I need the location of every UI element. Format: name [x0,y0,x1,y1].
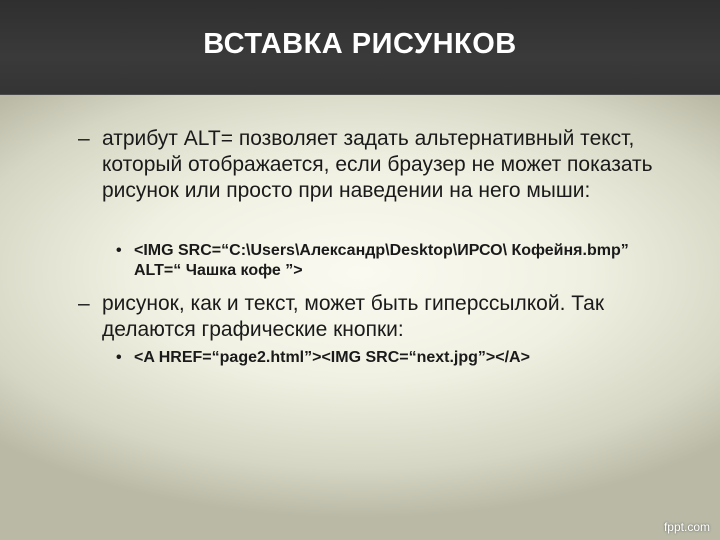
dash-marker: – [78,127,90,150]
sub-bullet-img-code [116,241,676,281]
title-bar [0,0,720,95]
dot-marker: • [116,242,122,259]
watermark-text: fppt.com [663,520,710,534]
sub-bullet-link-code [116,348,676,368]
dash-marker: – [78,292,90,315]
bullet-image-link [78,291,688,343]
slide-title: ВСТАВКА РИСУНКОВ [203,28,517,60]
code-example-text: <A HREF=“page2.html”><IMG SRC=“next.jpg”></A> [134,349,530,366]
bullet-text: атрибут ALT= позволяет задать альтернативный текст, который отображается, если браузер не может показать рисунок или просто при наведении на него мыши: [102,127,653,202]
code-example-text: <IMG SRC=“C:\Users\Александр\Desktop\ИРСО\ Кофейня.bmp” ALT=“ Чашка кофе ”> [134,242,629,279]
dot-marker: • [116,349,122,366]
bullet-alt-attribute [78,126,678,204]
bullet-text: рисунок, как и текст, может быть гиперссылкой. Так делаются графические кнопки: [102,292,605,341]
